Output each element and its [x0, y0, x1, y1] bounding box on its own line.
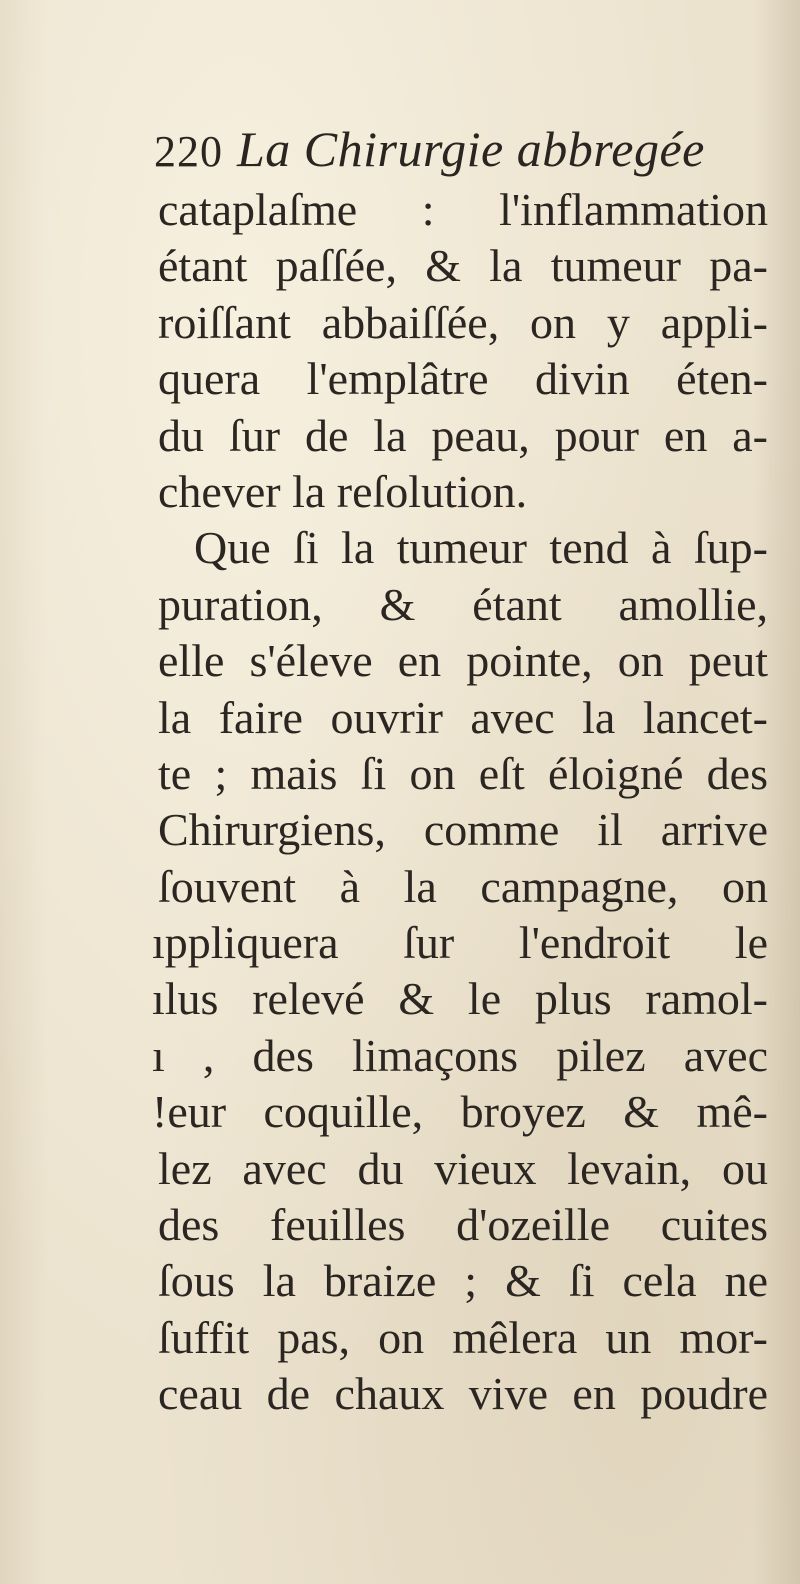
- text-line: chever la reſolution.: [158, 465, 528, 517]
- text-line: ſuffit pas, on mêlera un mor-: [158, 1311, 768, 1363]
- page-header: [154, 120, 774, 182]
- text-line: ı , des limaçons pilez avec: [152, 1029, 768, 1081]
- text-line: la faire ouvrir avec la lancet-: [158, 691, 768, 743]
- text-line: roiſſant abbaiſſée, on y appli-: [158, 296, 768, 348]
- page-number: 220: [154, 127, 223, 176]
- text-line: ſouvent à la campagne, on: [158, 860, 768, 912]
- text-line: ılus relevé & le plus ramol-: [152, 973, 768, 1025]
- text-line: du ſur de la peau, pour en a-: [158, 409, 768, 461]
- text-line: puration, & étant amollie,: [158, 578, 768, 630]
- text-line: ıppliquera ſur l'endroit le: [152, 917, 768, 969]
- text-line: quera l'emplâtre divin éten-: [158, 353, 768, 405]
- text-line: cataplaſme : l'inflammation: [158, 184, 768, 235]
- text-line: ſous la braize ; & ſi cela ne: [158, 1255, 768, 1307]
- text-line: ceau de chaux vive en poudre: [158, 1368, 768, 1420]
- text-line: elle s'éleve en pointe, on peut: [158, 635, 768, 687]
- text-line: Que ſi la tumeur tend à ſup-: [194, 522, 768, 574]
- body-text: [152, 182, 768, 1423]
- text-line: Chirurgiens, comme il arrive: [158, 804, 768, 856]
- text-line: des feuilles d'ozeille cuites: [158, 1199, 768, 1251]
- text-line: étant paſſée, & la tumeur pa-: [158, 240, 768, 292]
- running-title: La Chirurgie abbregée: [237, 121, 705, 177]
- text-line: lez avec du vieux levain, ou: [158, 1142, 768, 1194]
- text-line: te ; mais ſi on eſt éloigné des: [158, 747, 768, 799]
- text-line: !eur coquille, broyez & mê-: [152, 1086, 768, 1138]
